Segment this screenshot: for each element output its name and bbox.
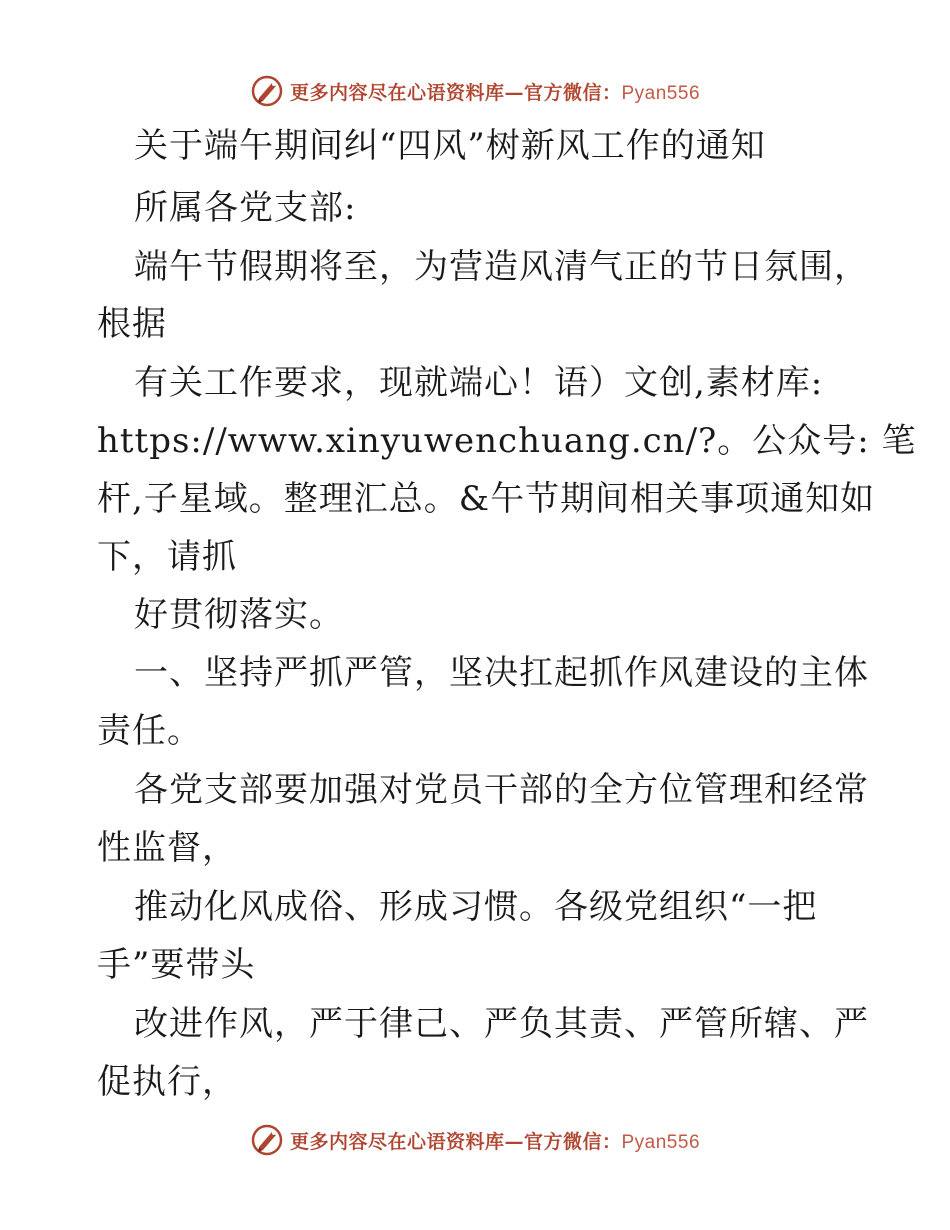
watermark-text: 更多内容尽在心语资料库—官方微信：Pyan556 <box>289 81 701 104</box>
paragraph-line: 好贯彻落实。 <box>134 595 344 635</box>
salutation: 所属各党支部: <box>134 188 357 228</box>
paragraph-line: 改进作风，严于律己、严负其责、严管所辖、严 <box>134 1004 869 1044</box>
paragraph-line: 端午节假期将至，为营造风清气正的节日氛围， <box>134 247 869 287</box>
section-heading: 责任。 <box>97 711 202 751</box>
paragraph-line: 根据 <box>97 304 167 344</box>
watermark-wechat-id: Pyan556 <box>621 1131 701 1153</box>
section-heading: 一、坚持严抓严管，坚决扛起抓作风建设的主体 <box>134 653 869 693</box>
pen-logo-icon <box>250 1123 284 1157</box>
paragraph-line: 杆,子星域。整理汇总。&午节期间相关事项通知如 <box>97 479 876 519</box>
watermark-text: 更多内容尽在心语资料库—官方微信：Pyan556 <box>289 1130 701 1153</box>
paragraph-line: 促执行， <box>97 1062 237 1102</box>
document-title: 关于端午期间纠“四风”树新风工作的通知 <box>134 126 766 166</box>
watermark-banner-bottom <box>0 1120 950 1160</box>
paragraph-line: 性监督， <box>97 828 237 868</box>
paragraph-line: https://www.xinyuwenchuang.cn/?。公众号: 笔 <box>97 421 917 461</box>
paragraph-line: 下，请抓 <box>97 537 237 577</box>
paragraph-line: 各党支部要加强对党员干部的全方位管理和经常 <box>134 770 869 810</box>
paragraph-line: 手”要带头 <box>97 945 256 985</box>
paragraph-line: 有关工作要求，现就端心！语）文创,素材库: <box>134 363 824 403</box>
paragraph-line: 推动化风成俗、形成习惯。各级党组织“一把 <box>134 887 818 927</box>
watermark-wechat-id: Pyan556 <box>621 82 701 104</box>
